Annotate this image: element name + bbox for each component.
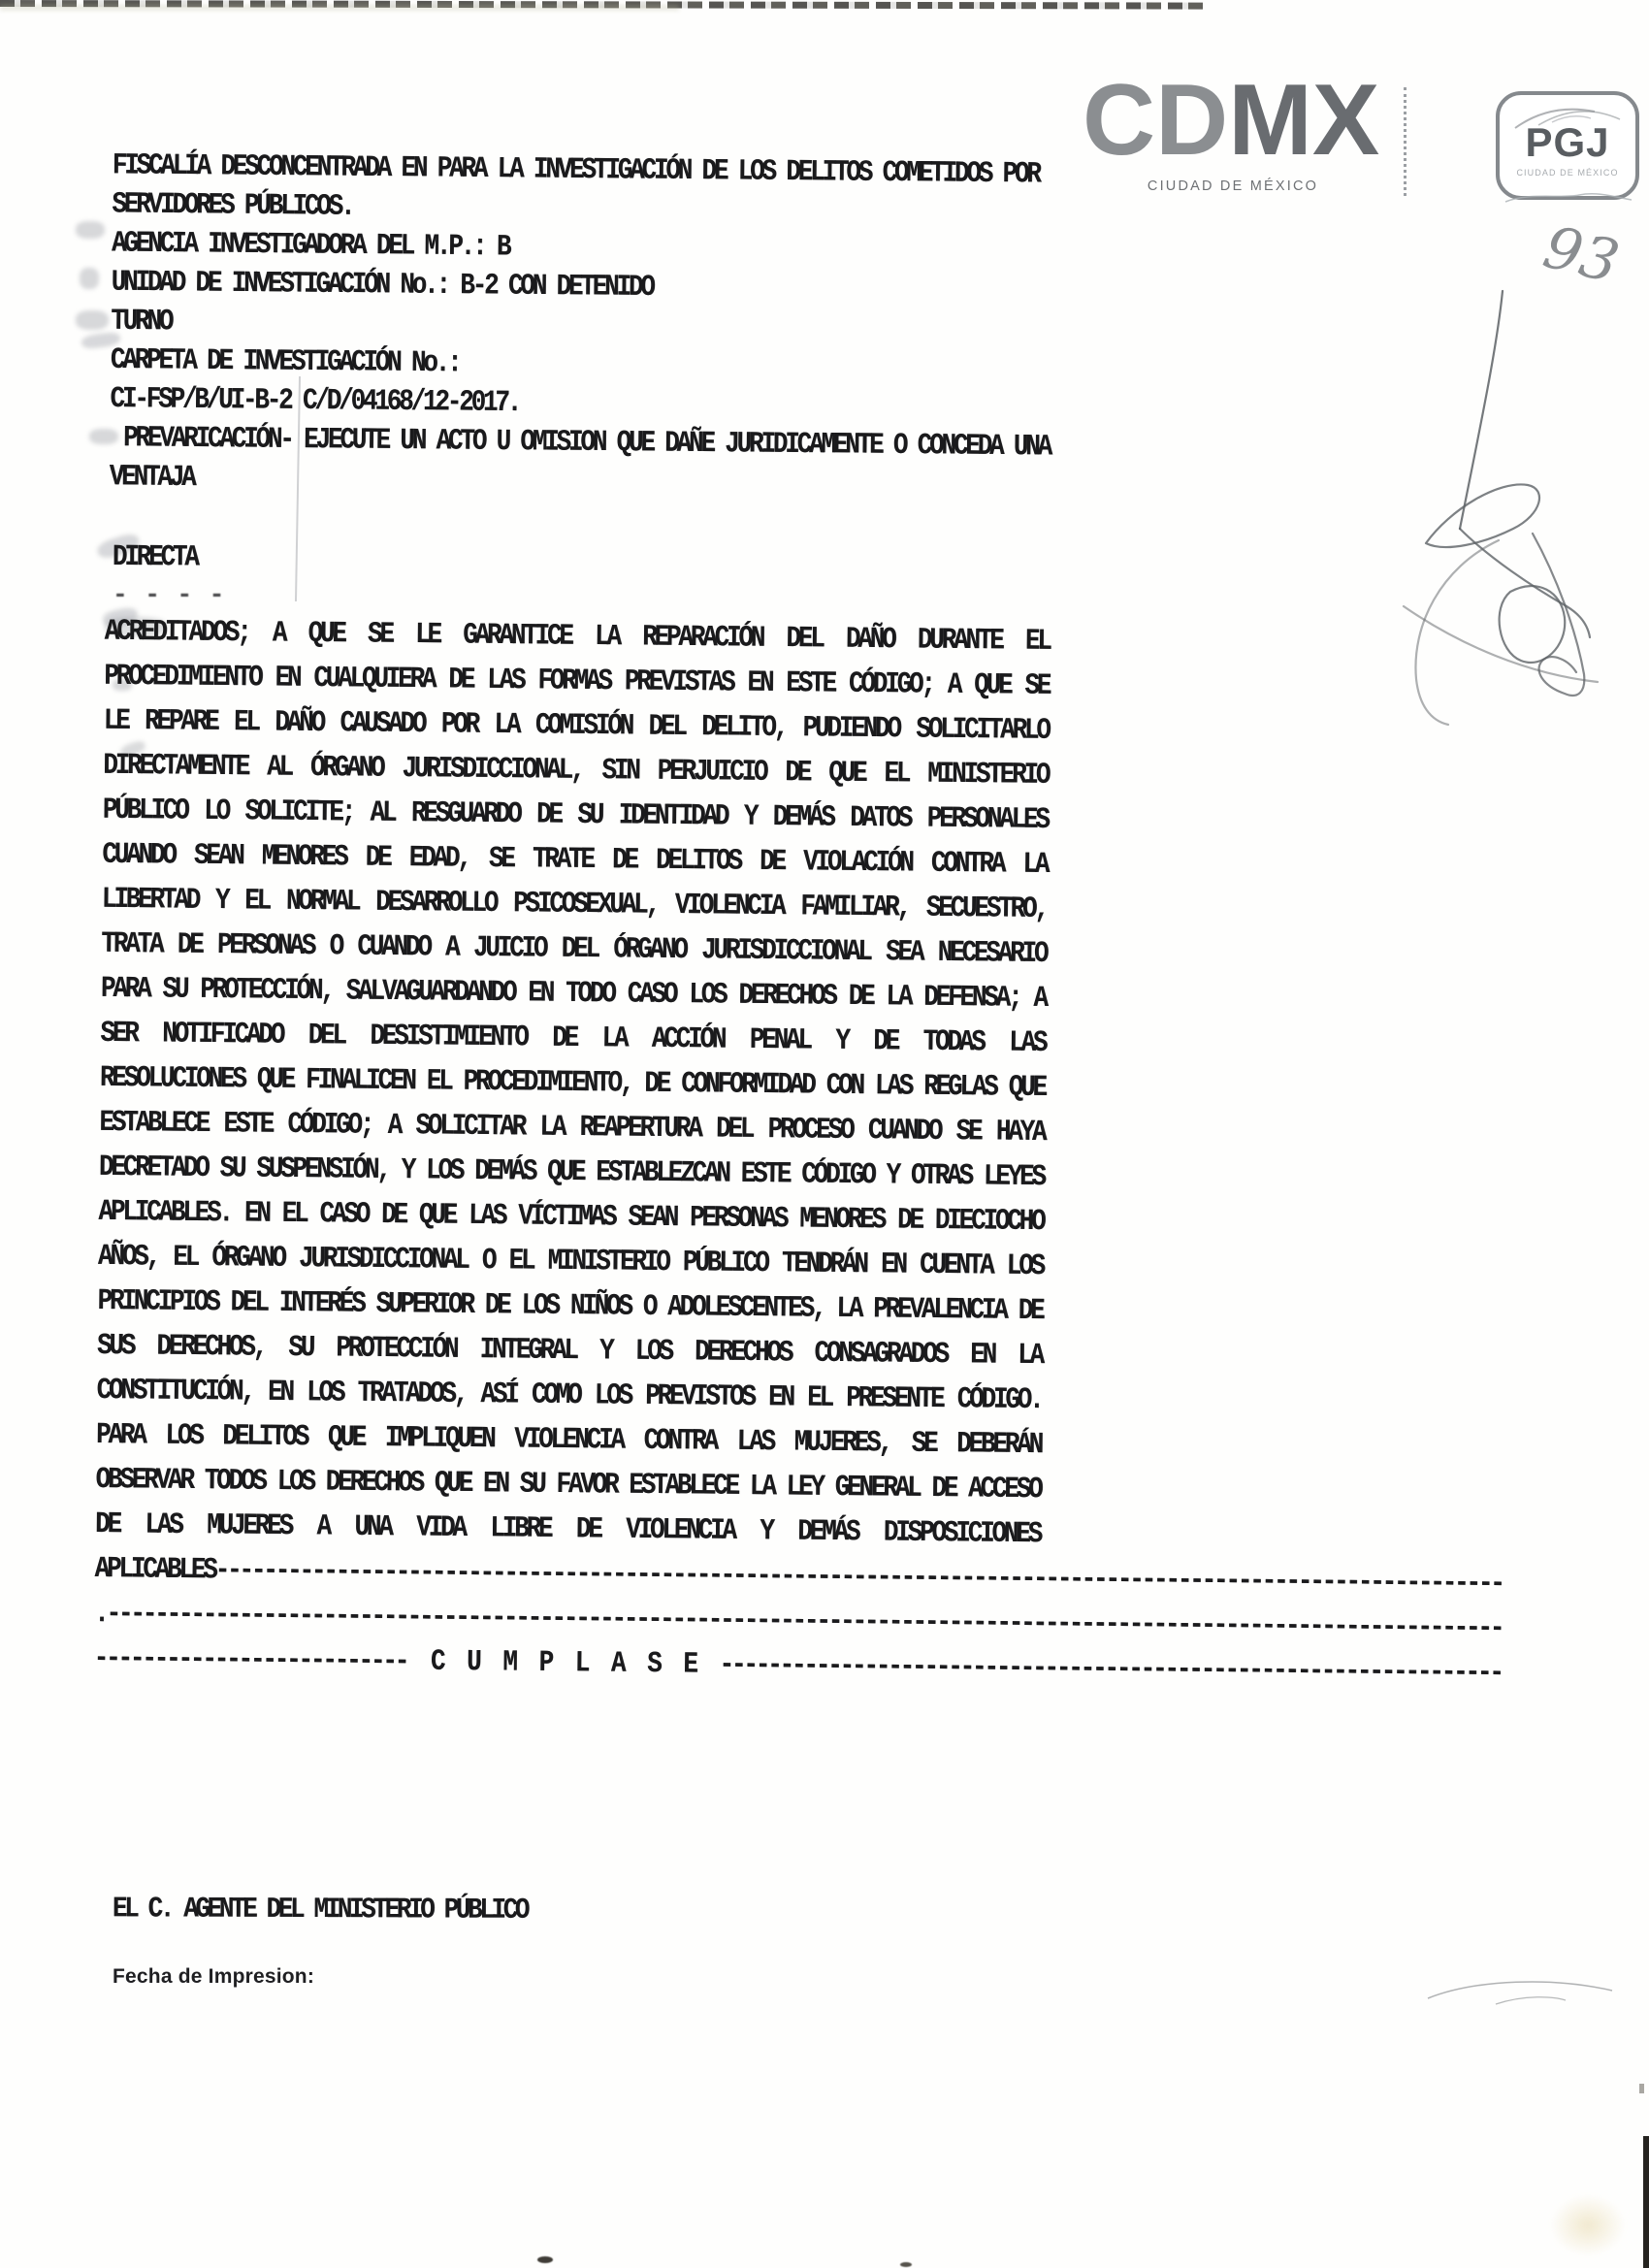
body-dash-line: .-------------------------------------------------------------------------------------------------------------------- — [93, 1596, 1503, 1645]
pgj-badge-text: PGJ — [1525, 119, 1610, 165]
header-line: SERVIDORES PÚBLICOS. — [112, 186, 353, 224]
scan-artifact-yellow-smudge — [1550, 2194, 1626, 2256]
document-body — [93, 609, 1512, 1696]
pgj-badge-subtitle: CIUDAD DE MÉXICO — [1516, 168, 1619, 178]
body-line: PRINCIPIOS DEL INTERÉS SUPERIOR DE LOS NIÑOS O ADOLESCENTES, LA PREVALENCIA DE — [97, 1282, 1043, 1328]
handwritten-squiggle — [1502, 190, 1637, 212]
body-line: APLICABLES. EN EL CASO DE QUE LAS VÍCTIMAS SEAN PERSONAS MENORES DE DIECIOCHO — [98, 1193, 1044, 1239]
body-line: PÚBLICO LO SOLICITE; AL RESGUARDO DE SU IDENTIDAD Y DEMÁS DATOS PERSONALES — [102, 792, 1048, 837]
header-line: PREVARICACIÓN- EJECUTE UN ACTO U OMISION QUE DAÑE JURIDICAMENTE O CONCEDA UNA — [122, 420, 1051, 464]
body-line: ACREDITADOS; A QUE SE LE GARANTICE LA REPARACIÓN DEL DAÑO DURANTE EL — [104, 613, 1050, 659]
body-line: DIRECTAMENTE AL ÓRGANO JURISDICCIONAL, SIN PERJUICIO DE QUE EL MINISTERIO — [103, 747, 1049, 793]
body-line: CUANDO SEAN MENORES DE EDAD, SE TRATE DE DELITOS DE VIOLACIÓN CONTRA LA — [102, 836, 1048, 882]
scan-artifact-right-strip — [1643, 2136, 1649, 2268]
section-dashes: - - - - — [113, 580, 226, 609]
document-header-block — [110, 146, 1073, 505]
body-line: TRATA DE PERSONAS O CUANDO A JUICIO DEL ÓRGANO JURISDICCIONAL SEA NECESARIO — [101, 925, 1047, 971]
margin-smudge — [76, 310, 109, 330]
scan-artifact-speck — [537, 2256, 553, 2263]
section-label: DIRECTA — [112, 539, 197, 574]
handwritten-page-number: 93 — [1536, 212, 1626, 298]
body-line: PARA LOS DELITOS QUE IMPLIQUEN VIOLENCIA CONTRA LAS MUJERES, SE DEBERÁN — [95, 1417, 1042, 1462]
body-line: DE LAS MUJERES A UNA VIDA LIBRE DE VIOLENCIA Y DEMÁS DISPOSICIONES — [94, 1507, 1041, 1551]
header-line: TURNO — [111, 303, 172, 339]
header-line: FISCALÍA DESCONCENTRADA EN PARA LA INVESTIGACIÓN DE LOS DELITOS COMETIDOS POR — [112, 147, 1039, 191]
header-line: CARPETA DE INVESTIGACIÓN No.: — [110, 341, 460, 380]
body-dash-line: APLICABLES----------------------------------------------------------------------------------------------------------- — [94, 1551, 1503, 1601]
cdmx-logo-mx: MX — [1228, 64, 1380, 177]
header-line: UNIDAD DE INVESTIGACIÓN No.: B-2 CON DETENIDO — [111, 264, 653, 305]
body-paragraph — [95, 609, 1050, 1557]
header-line: CI-FSP/B/UI-B-2 C/D/04168/12-2017. — [110, 381, 520, 420]
body-line: SUS DERECHOS, SU PROTECCIÓN INTEGRAL Y LOS DERECHOS CONSAGRADOS EN LA — [96, 1327, 1043, 1373]
margin-smudge — [76, 221, 105, 239]
body-line: RESOLUCIONES QUE FINALICEN EL PROCEDIMIENTO, DE CONFORMIDAD CON LAS REGLAS QUE — [99, 1059, 1046, 1105]
body-line: AÑOS, EL ÓRGANO JURISDICCIONAL O EL MINISTERIO PÚBLICO TENDRÁN EN CUENTA LOS — [97, 1238, 1044, 1283]
pgj-eagle-icon — [1509, 99, 1628, 137]
print-date-label: Fecha de Impresion: — [113, 1965, 315, 1988]
body-line: ESTABLECE ESTE CÓDIGO; A SOLICITAR LA REAPERTURA DEL PROCESO CUANDO SE HAYA — [99, 1104, 1045, 1150]
body-line: OBSERVAR TODOS LOS DERECHOS QUE EN SU FAVOR ESTABLECE LA LEY GENERAL DE ACCESO — [95, 1462, 1041, 1507]
logo-divider — [1404, 87, 1406, 196]
body-line: PARA SU PROTECCIÓN, SALVAGUARDANDO EN TODO CASO LOS DERECHOS DE LA DEFENSA; A — [100, 970, 1047, 1016]
scan-artifact-right-tick — [1639, 2084, 1644, 2093]
signatory-line: EL C. AGENTE DEL MINISTERIO PÚBLICO — [112, 1892, 528, 1927]
pgj-badge — [1496, 91, 1639, 200]
scan-artifact-speck — [900, 2262, 912, 2267]
body-line: SER NOTIFICADO DEL DESISTIMIENTO DE LA ACCIÓN PENAL Y DE TODAS LAS — [100, 1015, 1046, 1060]
scan-artifact-top-tint — [0, 5, 679, 11]
header-line: VENTAJA — [109, 459, 194, 495]
body-line: DECRETADO SU SUSPENSIÓN, Y LOS DEMÁS QUE ESTABLEZCAN ESTE CÓDIGO Y OTRAS LEYES — [98, 1149, 1045, 1194]
cdmx-logo — [1083, 64, 1380, 177]
cdmx-logo-subtitle: CIUDAD DE MÉXICO — [1147, 178, 1319, 194]
header-line: AGENCIA INVESTIGADORA DEL M.P.: B — [111, 225, 509, 264]
handwritten-curl-mark — [1418, 1975, 1632, 2015]
body-closing-lines — [93, 1546, 1502, 1695]
cumplase-line: -------------------------- C U M P L A S E ----------------------------------------------------------------- — [93, 1640, 1502, 1690]
margin-smudge — [80, 268, 99, 289]
body-line: LIBERTAD Y EL NORMAL DESARROLLO PSICOSEXUAL, VIOLENCIA FAMILIAR, SECUESTRO, — [101, 881, 1048, 926]
body-line: PROCEDIMIENTO EN CUALQUIERA DE LAS FORMAS PREVISTAS EN ESTE CÓDIGO; A QUE SE — [104, 658, 1050, 703]
body-line: LE REPARE EL DAÑO CAUSADO POR LA COMISIÓN DEL DELITO, PUDIENDO SOLICITARLO — [103, 702, 1049, 748]
body-line: CONSTITUCIÓN, EN LOS TRATADOS, ASÍ COMO LOS PREVISTOS EN EL PRESENTE CÓDIGO. — [96, 1373, 1042, 1417]
cdmx-logo-cd: CD — [1083, 64, 1229, 177]
